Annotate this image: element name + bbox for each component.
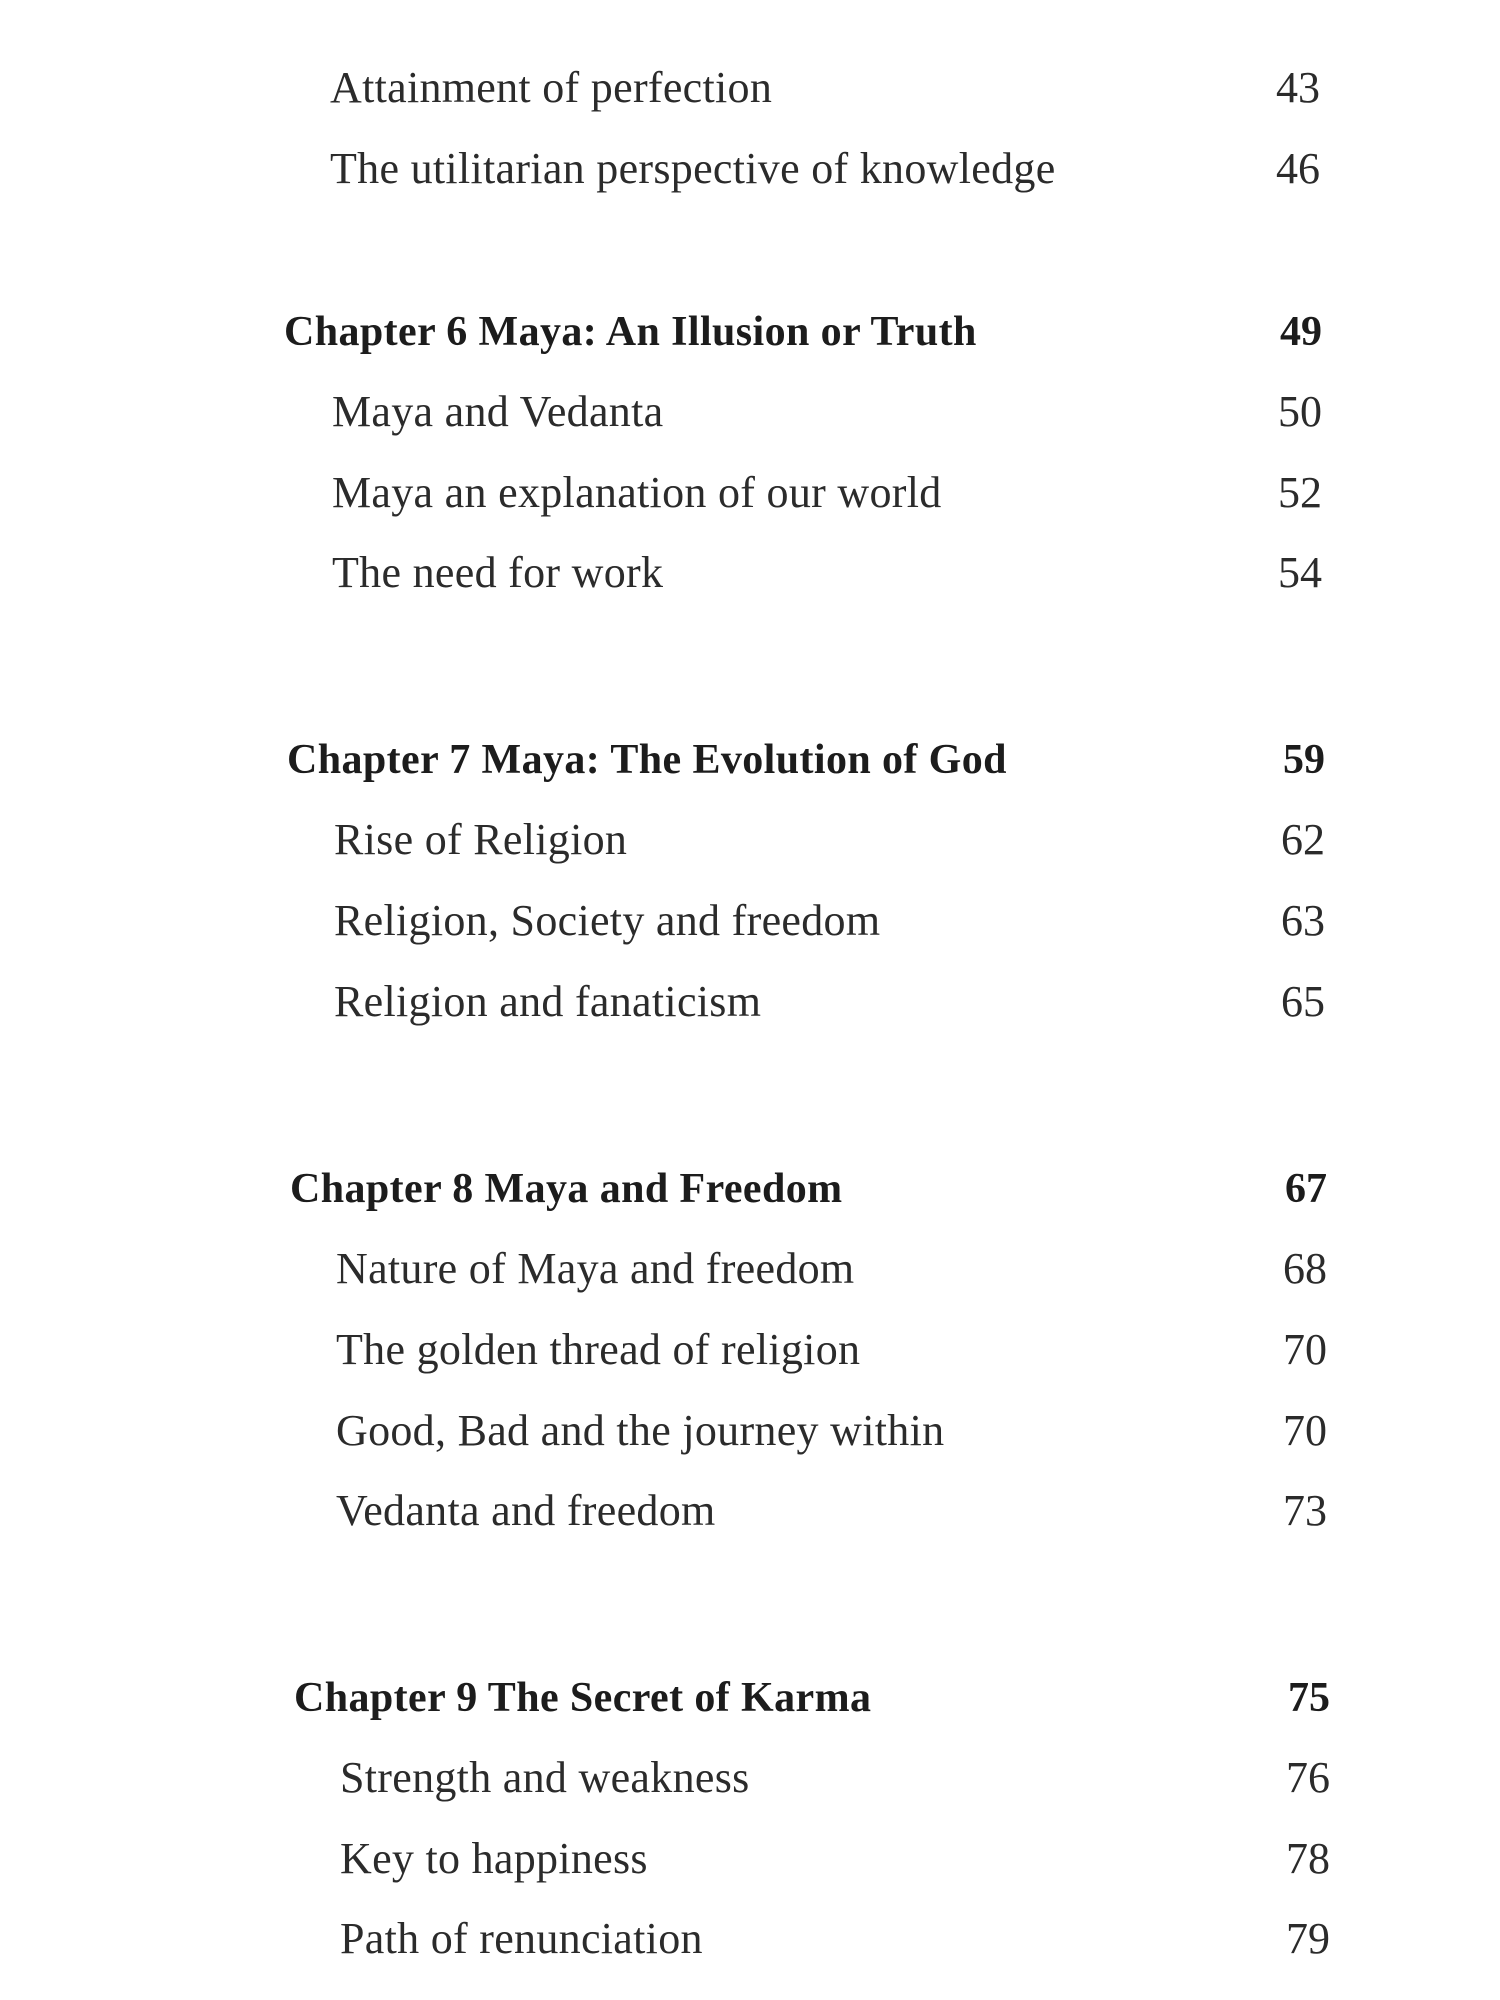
toc-entry: [0, 1748, 1500, 1808]
toc-chapter-page: 75: [1288, 1675, 1330, 1721]
toc-entry-page: 73: [1283, 1486, 1327, 1535]
toc-chapter-heading: [0, 1159, 1500, 1219]
toc-entry: [0, 1829, 1500, 1889]
toc-entry-title: Nature of Maya and freedom: [336, 1244, 855, 1293]
toc-entry-page: 70: [1283, 1325, 1327, 1374]
toc-entry: [0, 58, 1500, 118]
toc-entry: [0, 891, 1500, 951]
toc-entry: [0, 1909, 1500, 1969]
toc-chapter-heading: [0, 1668, 1500, 1728]
toc-chapter-title: Chapter 9 The Secret of Karma: [294, 1675, 872, 1721]
toc-entry-title: Attainment of perfection: [330, 63, 773, 112]
toc-entry: [0, 1481, 1500, 1541]
toc-entry-page: 65: [1281, 977, 1325, 1026]
toc-entry-title: Path of renunciation: [340, 1914, 703, 1963]
toc-entry: [0, 972, 1500, 1032]
toc-entry: [0, 543, 1500, 603]
toc-chapter-title: Chapter 7 Maya: The Evolution of God: [287, 737, 1007, 783]
toc-chapter-heading: [0, 302, 1500, 362]
toc-entry-page: 70: [1283, 1406, 1327, 1455]
toc-entry: [0, 382, 1500, 442]
toc-entry-title: Vedanta and freedom: [336, 1486, 716, 1535]
toc-entry-page: 62: [1281, 815, 1325, 864]
toc-entry-title: Key to happiness: [340, 1834, 648, 1883]
toc-chapter-page: 67: [1285, 1166, 1327, 1212]
toc-entry: [0, 1239, 1500, 1299]
toc-entry-page: 68: [1283, 1244, 1327, 1293]
toc-entry-page: 50: [1278, 387, 1322, 436]
toc-entry-page: 43: [1276, 63, 1320, 112]
toc-entry-title: Maya an explanation of our world: [332, 468, 942, 517]
toc-chapter-title: Chapter 6 Maya: An Illusion or Truth: [284, 309, 977, 355]
toc-entry-title: The need for work: [332, 548, 664, 597]
toc-entry-title: Good, Bad and the journey within: [336, 1406, 945, 1455]
toc-entry-page: 79: [1286, 1914, 1330, 1963]
toc-entry: [0, 463, 1500, 523]
toc-entry-page: 46: [1276, 144, 1320, 193]
toc-entry: [0, 1401, 1500, 1461]
toc-chapter-title: Chapter 8 Maya and Freedom: [290, 1166, 843, 1212]
toc-chapter-page: 49: [1280, 309, 1322, 355]
toc-entry-page: 54: [1278, 548, 1322, 597]
toc-entry-title: The utilitarian perspective of knowledge: [330, 144, 1056, 193]
toc-chapter-heading: [0, 730, 1500, 790]
toc-entry-title: Religion, Society and freedom: [334, 896, 881, 945]
toc-entry-title: Religion and fanaticism: [334, 977, 762, 1026]
toc-entry-page: 63: [1281, 896, 1325, 945]
toc-entry-page: 76: [1286, 1753, 1330, 1802]
toc-entry-title: Maya and Vedanta: [332, 387, 664, 436]
toc-entry-title: The golden thread of religion: [336, 1325, 861, 1374]
toc-entry-page: 52: [1278, 468, 1322, 517]
toc-entry: [0, 139, 1500, 199]
toc-entry: [0, 810, 1500, 870]
toc-chapter-page: 59: [1283, 737, 1325, 783]
toc-entry-title: Strength and weakness: [340, 1753, 750, 1802]
toc-entry-title: Rise of Religion: [334, 815, 628, 864]
toc-entry-page: 78: [1286, 1834, 1330, 1883]
toc-entry: [0, 1320, 1500, 1380]
